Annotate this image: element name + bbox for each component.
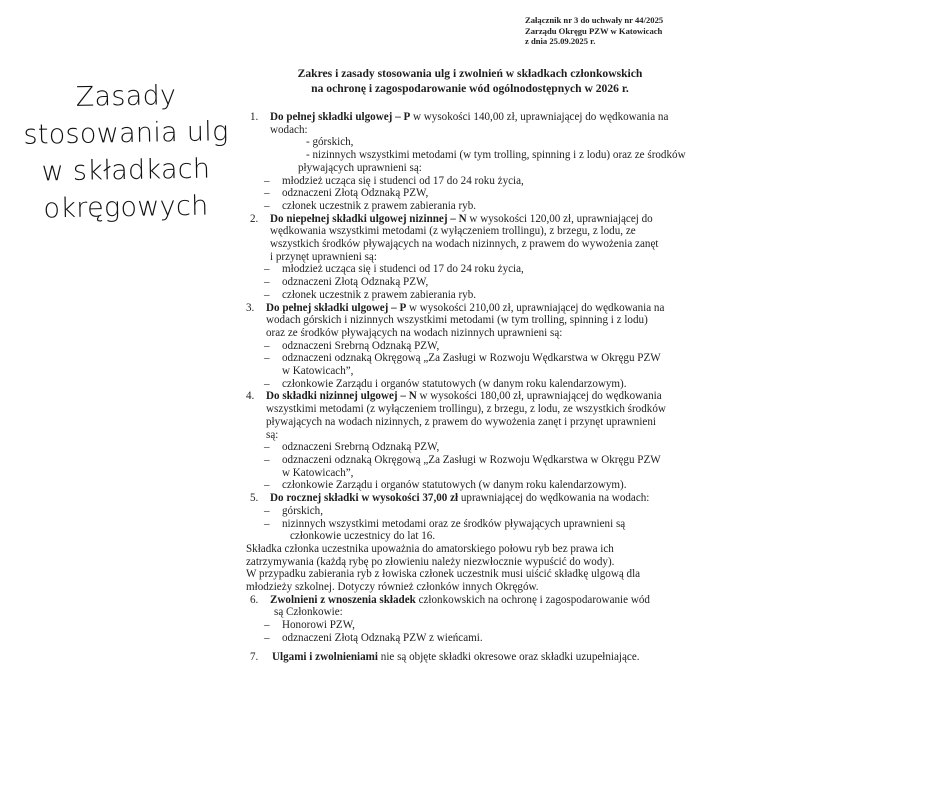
paragraph: W przypadku zabierania ryb z łowiska członek uczestnik musi uiścić składkę ulgową dla [246, 568, 641, 581]
attachment-line: Zarządu Okręgu PZW w Katowicach [525, 25, 663, 36]
item-number: 7. [250, 650, 259, 663]
item-text: są Członkowie: [274, 606, 343, 619]
item-number: 3. [246, 301, 255, 314]
list-item: – członkowie Zarządu i organów statutowych (w danym roku kalendarzowym). [246, 378, 696, 391]
item-text: w wysokości 120,00 zł, uprawniającej do [466, 212, 653, 225]
item-text: w Katowicach”, [282, 365, 354, 378]
item-text: i przynęt uprawnieni są: [270, 250, 377, 263]
list-item: – nizinnych wszystkimi metodami oraz ze środków pływających uprawnieni są [246, 518, 696, 531]
document-body [246, 111, 696, 663]
side-note-line: stosowania ulg [23, 116, 229, 151]
list-item [246, 651, 696, 664]
item-heading: Do rocznej składki w wysokości 37,00 zł [270, 492, 459, 505]
title-line: Zakres i zasady stosowania ulg i zwolnień w składkach członkowskich [297, 67, 643, 80]
item-text: pływających uprawnieni są: [298, 161, 422, 174]
item-number: 1. [250, 111, 259, 123]
list-item: – odznaczeni Złotą Odznaką PZW z wieńcami. [246, 632, 696, 645]
item-text: wodach: [270, 123, 308, 136]
item-text: oraz ze środków pływających na wodach nizinnych uprawnieni są: [266, 326, 563, 339]
item-text: są: [266, 428, 279, 441]
item-text: uprawniającej do wędkowania na wodach: [458, 492, 650, 505]
item-text: w Katowicach”, [282, 466, 354, 479]
list-item: – odznaczeni Złotą Odznaką PZW, [246, 276, 696, 289]
attachment-line: z dnia 25.09.2025 r. [525, 36, 596, 46]
side-note-line: okręgowych [43, 190, 209, 225]
item-text: w wysokości 210,00 zł, uprawniającej do wędkowania na [406, 301, 665, 314]
item-text: w wysokości 140,00 zł, uprawniającej do wędkowania na [410, 111, 669, 123]
list-item: – odznaczeni odznaką Okręgową „Za Zasługi w Rozwoju Wędkarstwa w Okręgu PZW [246, 454, 696, 467]
list-item: – Honorowi PZW, [246, 619, 696, 632]
list-item: – odznaczeni Srebrną Odznaką PZW, [246, 340, 696, 353]
paragraph: Składka członka uczestnika upoważnia do amatorskiego połowu ryb bez prawa ich [246, 542, 614, 555]
item-text: członkowie uczestnicy do lat 16. [290, 530, 436, 543]
list-item [246, 390, 696, 441]
item-text: w wysokości 180,00 zł, uprawniającej do wędkowania [416, 390, 662, 403]
item-heading: Zwolnieni z wnoszenia składek [270, 593, 416, 606]
item-heading: Do niepełnej składki ulgowej nizinnej – N [270, 212, 467, 225]
list-item: – odznaczeni Złotą Odznaką PZW, [246, 187, 696, 200]
list-item: – odznaczeni odznaką Okręgową „Za Zasługi w Rozwoju Wędkarstwa w Okręgu PZW [246, 352, 696, 365]
list-item [246, 594, 696, 619]
item-text: - nizinnych wszystkimi metodami (w tym trolling, spinning i z lodu) oraz ze środków [306, 149, 686, 162]
item-heading: Ulgami i zwolnieniami [272, 650, 379, 663]
item-number: 2. [250, 212, 259, 225]
item-number: 6. [250, 593, 259, 606]
title-line: na ochronę i zagospodarowanie wód ogólnodostępnych w 2026 r. [311, 81, 629, 95]
document-title [255, 67, 685, 96]
item-heading: Do pełnej składki ulgowej – P [266, 301, 407, 314]
side-note-line: Zasady [75, 80, 177, 113]
item-text: wszystkimi metodami (z wyłączeniem trollingu), z brzegu, z lodu, ze wszystkich środków [266, 403, 666, 416]
list-item: – młodzież ucząca się i studenci od 17 do 24 roku życia, [246, 263, 696, 276]
item-text: wędkowania wszystkimi metodami (z wyłączeniem trollingu), z brzegu, z lodu, ze [270, 225, 636, 238]
attachment-line: Załącznik nr 3 do uchwały nr 44/2025 [525, 15, 664, 25]
list-item [246, 111, 696, 175]
item-text: członkowskich na ochronę i zagospodarowanie wód [415, 593, 650, 606]
list-item [246, 302, 696, 340]
list-item: – odznaczeni Srebrną Odznaką PZW, [246, 441, 696, 454]
item-heading: Do składki nizinnej ulgowej – N [266, 390, 417, 403]
paragraph: zatrzymywania (każdą rybę po złowieniu należy niezwłocznie wypuścić do wody). [246, 555, 615, 568]
item-text: - górskich, [306, 136, 354, 149]
item-text: nie są objęte składki okresowe oraz składki uzupełniające. [378, 650, 640, 663]
item-text: wszystkich środków pływających na wodach nizinnych, z prawem do wywożenia zanęt [270, 238, 659, 251]
list-item: – członek uczestnik z prawem zabierania ryb. [246, 289, 696, 302]
item-text: wodach górskich i nizinnych wszystkimi metodami (w tym trolling, spinning i z lodu) [266, 314, 648, 327]
item-heading: Do pełnej składki ulgowej – P [270, 111, 411, 123]
list-item [246, 213, 696, 264]
list-item: – górskich, [246, 505, 696, 518]
side-note [22, 78, 230, 226]
side-note-line: w składkach [41, 153, 211, 188]
paragraph: młodzieży szkolnej. Dotyczy również członków innych Okręgów. [246, 581, 539, 594]
list-item: – młodzież ucząca się i studenci od 17 do 24 roku życia, [246, 175, 696, 188]
item-number: 4. [246, 390, 255, 403]
list-item: – członkowie Zarządu i organów statutowych (w danym roku kalendarzowym). [246, 479, 696, 492]
list-item: – członek uczestnik z prawem zabierania ryb. [246, 200, 696, 213]
item-text: pływających na wodach nizinnych, z prawem do wywożenia zanęt i przynęt uprawnieni [266, 415, 656, 428]
attachment-header [525, 15, 663, 47]
list-item [246, 492, 696, 505]
item-number: 5. [250, 492, 259, 505]
